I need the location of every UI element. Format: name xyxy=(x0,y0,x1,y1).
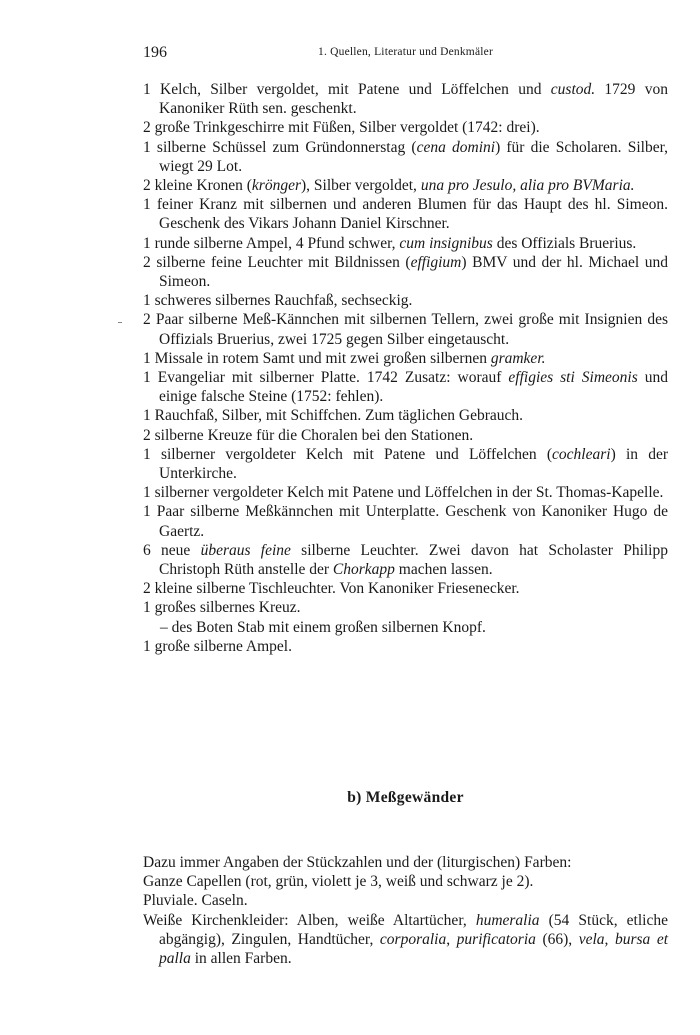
text-segment: 1 Missale in rotem Samt und mit zwei großen silbernen xyxy=(143,349,491,367)
italic-term: cochleari xyxy=(552,445,611,463)
italic-term: krönger xyxy=(251,177,301,195)
text-segment: – des Boten Stab mit einem großen silbernen Knopf. xyxy=(160,618,486,636)
text-segment: 1 feiner Kranz mit silbernen und anderen Blumen für das Haupt des hl. Simeon. Geschenk des Vikars Johann Daniel Kirschner. xyxy=(143,196,668,233)
inventory-item xyxy=(143,368,668,406)
italic-term: effigium xyxy=(410,253,462,271)
text-segment: ), Silber vergoldet, xyxy=(300,177,421,195)
text-segment: 2 silberne Kreuze für die Choralen bei den Stationen. xyxy=(143,426,474,444)
text-segment: 1 silberner vergoldeter Kelch mit Patene und Löffelchen ( xyxy=(143,445,553,463)
italic-term: corporalia xyxy=(379,930,447,948)
inventory-item xyxy=(143,310,668,348)
italic-term: vela, bursa et palla xyxy=(159,930,668,968)
section-heading: b) Meßgewänder xyxy=(347,789,464,806)
inventory-list xyxy=(143,80,668,656)
inventory-item xyxy=(143,176,668,195)
inventory-item xyxy=(143,445,668,483)
italic-term: überaus feine xyxy=(200,541,291,559)
text-segment: und einige falsche Steine (1752: fehlen). xyxy=(159,369,668,406)
inventory-item xyxy=(143,502,668,540)
inventory-item xyxy=(143,291,668,310)
italic-term: purificatoria xyxy=(456,930,536,948)
inventory-item xyxy=(143,253,668,291)
text-segment: 1 Paar silberne Meßkännchen mit Unterplatte. Geschenk von Kanoniker Hugo de Gaertz. xyxy=(143,503,668,540)
text-segment: 1 runde silberne Ampel, 4 Pfund schwer, xyxy=(143,234,400,252)
text-segment: 1 großes silbernes Kreuz. xyxy=(143,599,301,617)
text-segment: 2 kleine Kronen ( xyxy=(143,177,252,195)
text-segment: Weiße Kirchenkleider: Alben, weiße Altartücher, xyxy=(143,911,476,929)
inventory-item xyxy=(143,426,668,445)
text-segment: ) BMV und der hl. Michael und Simeon. xyxy=(159,253,669,291)
section-paragraph xyxy=(143,872,668,891)
text-segment: 1 Kelch, Silber vergoldet, mit Patene und Löffelchen und xyxy=(143,81,551,98)
inventory-item xyxy=(143,234,668,253)
section-paragraph xyxy=(143,891,668,910)
italic-term: Chorkapp xyxy=(332,561,395,579)
text-segment: machen lassen. xyxy=(394,561,493,579)
italic-term: effigies sti Simeonis xyxy=(508,369,638,387)
inventory-item xyxy=(143,618,668,637)
text-segment: silberne Leuchter. Zwei davon hat Scholaster Philipp Christoph Rüth anstelle der xyxy=(159,541,668,579)
text-segment: in allen Farben. xyxy=(190,950,292,968)
text-segment: 1 große silberne Ampel. xyxy=(143,637,292,655)
inventory-item xyxy=(143,80,668,118)
inventory-item xyxy=(143,637,668,656)
inventory-item xyxy=(143,138,668,176)
text-segment: 2 große Trinkgeschirre mit Füßen, Silber vergoldet (1742: drei). xyxy=(143,119,540,137)
italic-term: cum insignibus xyxy=(399,234,493,252)
inventory-item xyxy=(143,579,668,598)
text-segment: 1 Rauchfaß, Silber, mit Schiffchen. Zum täglichen Gebrauch. xyxy=(143,407,524,425)
section-paragraph xyxy=(143,853,668,872)
text-segment: , xyxy=(446,930,457,948)
margin-mark xyxy=(118,322,122,323)
text-segment: 2 silberne feine Leuchter mit Bildnissen ( xyxy=(143,253,411,271)
text-segment: 6 neue xyxy=(143,541,201,559)
section-paragraph xyxy=(143,911,668,969)
text-segment: (54 Stück, etliche abgängig), Zingulen, Handtücher, xyxy=(159,911,668,948)
text-segment: 2 kleine silberne Tischleuchter. Von Kanoniker Friesenecker. xyxy=(143,580,520,598)
inventory-item xyxy=(143,195,668,233)
italic-term: cena domini xyxy=(416,138,496,156)
section-b-body xyxy=(143,853,668,968)
inventory-item xyxy=(143,598,668,617)
text-segment: ) für die Scholaren. Silber, wiegt 29 Lot. xyxy=(159,138,668,175)
inventory-item xyxy=(143,349,668,368)
italic-term: custod. xyxy=(550,81,596,98)
text-segment: 1 silberner vergoldeter Kelch mit Patene und Löffelchen in der St. Thomas-Kapelle. xyxy=(143,484,664,502)
running-head: 1. Quellen, Literatur und Denkmäler xyxy=(318,46,493,58)
italic-term: humeralia xyxy=(475,911,540,929)
italic-term: gramker. xyxy=(490,349,546,367)
text-segment: 1729 von Kanoniker Rüth sen. geschenkt. xyxy=(159,81,668,118)
inventory-item xyxy=(143,483,668,502)
text-segment: des Offizials Bruerius. xyxy=(492,234,637,252)
text-segment: 1 silberne Schüssel zum Gründonnerstag ( xyxy=(143,138,417,156)
text-segment: Ganze Capellen (rot, grün, violett je 3, weiß und schwarz je 2). xyxy=(143,873,534,891)
inventory-item xyxy=(143,406,668,425)
text-segment: 1 schweres silbernes Rauchfaß, sechseckig. xyxy=(143,292,413,310)
text-segment: ) in der Unterkirche. xyxy=(159,445,668,483)
italic-term: una pro Jesulo, alia pro BVMaria. xyxy=(420,177,635,195)
page-number: 196 xyxy=(143,44,167,61)
text-segment: (66), xyxy=(535,930,579,948)
text-segment: Pluviale. Caseln. xyxy=(143,892,248,910)
inventory-item xyxy=(143,541,668,579)
text-segment: 1 Evangeliar mit silberner Platte. 1742 Zusatz: worauf xyxy=(143,369,509,387)
text-segment: Dazu immer Angaben der Stückzahlen und der (liturgischen) Farben: xyxy=(143,854,572,871)
inventory-item xyxy=(143,118,668,137)
page-header xyxy=(143,44,668,64)
text-segment: 2 Paar silberne Meß-Kännchen mit silbernen Tellern, zwei große mit Insignien des Offizials Bruerius, zwei 1725 gegen Silber eingetauscht. xyxy=(143,311,668,348)
